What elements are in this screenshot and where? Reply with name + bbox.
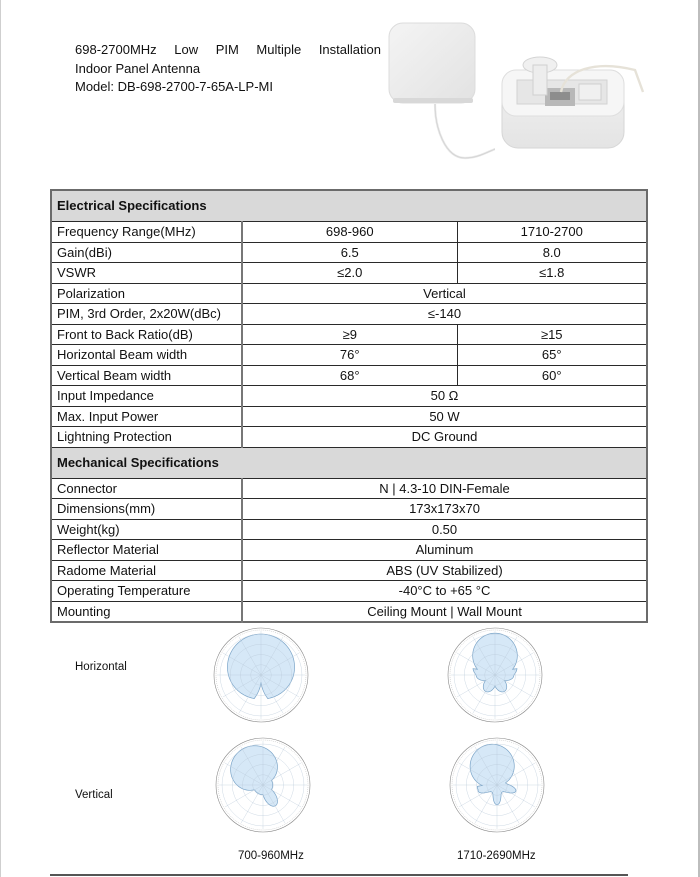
spec-value: 173x173x70 [242, 499, 647, 520]
radiation-pattern-horizontal-low-band [211, 625, 311, 725]
title-word: 698-2700MHz [75, 42, 157, 57]
table-row [51, 581, 647, 602]
radiation-pattern-vertical-high-band [447, 735, 547, 835]
polar-pattern-lobe [470, 744, 516, 805]
spec-label: Front to Back Ratio(dB) [51, 324, 242, 345]
title-word: Multiple [256, 42, 302, 57]
pattern-column-label-low-band: 700-960MHz [238, 850, 304, 862]
table-row [51, 519, 647, 540]
spec-value-low-band: ≥9 [242, 324, 457, 345]
spec-table [50, 189, 648, 623]
spec-value-high-band: 1710-2700 [457, 222, 647, 243]
spec-label: Weight(kg) [51, 519, 242, 540]
table-row [51, 540, 647, 561]
spec-label: Connector [51, 478, 242, 499]
title-word: Installation [318, 42, 381, 57]
radiation-pattern-horizontal-high-band [445, 625, 545, 725]
spec-label: Lightning Protection [51, 427, 242, 448]
table-row [51, 242, 647, 263]
table-row [51, 304, 647, 325]
pattern-row-label-horizontal: Horizontal [75, 661, 127, 673]
spec-value-low-band: 76° [242, 345, 457, 366]
polar-pattern-lobe [231, 746, 278, 807]
spec-value: Aluminum [242, 540, 647, 561]
spec-label: Max. Input Power [51, 406, 242, 427]
polar-grid-spoke [497, 785, 535, 807]
spec-value-high-band: 65° [457, 345, 647, 366]
table-row [51, 427, 647, 448]
mechanical-section-header [51, 447, 647, 478]
table-row [51, 560, 647, 581]
spec-value: Vertical [242, 283, 647, 304]
spec-value-high-band: 8.0 [457, 242, 647, 263]
table-row [51, 499, 647, 520]
spec-value-low-band: ≤2.0 [242, 263, 457, 284]
spec-label: Frequency Range(MHz) [51, 222, 242, 243]
product-title [75, 41, 381, 60]
spec-label: Operating Temperature [51, 581, 242, 602]
spec-label: Radome Material [51, 560, 242, 581]
table-row [51, 406, 647, 427]
electrical-heading: Electrical Specifications [51, 190, 647, 222]
spec-value-high-band: ≥15 [457, 324, 647, 345]
spec-value-high-band: ≤1.8 [457, 263, 647, 284]
table-row [51, 263, 647, 284]
spec-value: N | 4.3-10 DIN-Female [242, 478, 647, 499]
spec-label: VSWR [51, 263, 242, 284]
spec-value: 0.50 [242, 519, 647, 540]
spec-label: PIM, 3rd Order, 2x20W(dBc) [51, 304, 242, 325]
spec-value: DC Ground [242, 427, 647, 448]
spec-label: Gain(dBi) [51, 242, 242, 263]
spec-label: Reflector Material [51, 540, 242, 561]
polar-grid-spoke [241, 785, 263, 823]
pattern-column-label-high-band: 1710-2690MHz [457, 850, 536, 862]
table-row [51, 365, 647, 386]
spec-label: Polarization [51, 283, 242, 304]
polar-grid-spoke [263, 785, 285, 823]
table-row [51, 386, 647, 407]
spec-label: Horizontal Beam width [51, 345, 242, 366]
product-model: Model: DB-698-2700-7-65A-LP-MI [75, 79, 273, 94]
pattern-row-label-vertical: Vertical [75, 789, 113, 801]
mechanical-heading: Mechanical Specifications [51, 447, 647, 478]
spec-label: Mounting [51, 601, 242, 622]
spec-label: Input Impedance [51, 386, 242, 407]
table-row [51, 478, 647, 499]
spec-value-high-band: 60° [457, 365, 647, 386]
radiation-pattern-vertical-low-band [213, 735, 313, 835]
antenna-front-photo [385, 18, 495, 168]
product-subtitle: Indoor Panel Antenna [75, 60, 201, 76]
table-row [51, 345, 647, 366]
table-row [51, 601, 647, 622]
spec-value: ABS (UV Stabilized) [242, 560, 647, 581]
spec-value: ≤-140 [242, 304, 647, 325]
spec-value: Ceiling Mount | Wall Mount [242, 601, 647, 622]
table-row [51, 222, 647, 243]
electrical-section-header [51, 190, 647, 222]
table-row [51, 283, 647, 304]
page-edge-left [0, 0, 1, 877]
spec-value: 50 Ω [242, 386, 647, 407]
antenna-back-photo [495, 30, 645, 150]
spec-value-low-band: 6.5 [242, 242, 457, 263]
spec-value-low-band: 68° [242, 365, 457, 386]
spec-label: Vertical Beam width [51, 365, 242, 386]
table-row [51, 324, 647, 345]
title-word: PIM [215, 42, 239, 57]
spec-label: Dimensions(mm) [51, 499, 242, 520]
title-word: Low [174, 42, 199, 57]
spec-value: 50 W [242, 406, 647, 427]
product-title-block [75, 41, 381, 97]
spec-value: -40°C to +65 °C [242, 581, 647, 602]
spec-value-low-band: 698-960 [242, 222, 457, 243]
bottom-rule [50, 874, 628, 876]
